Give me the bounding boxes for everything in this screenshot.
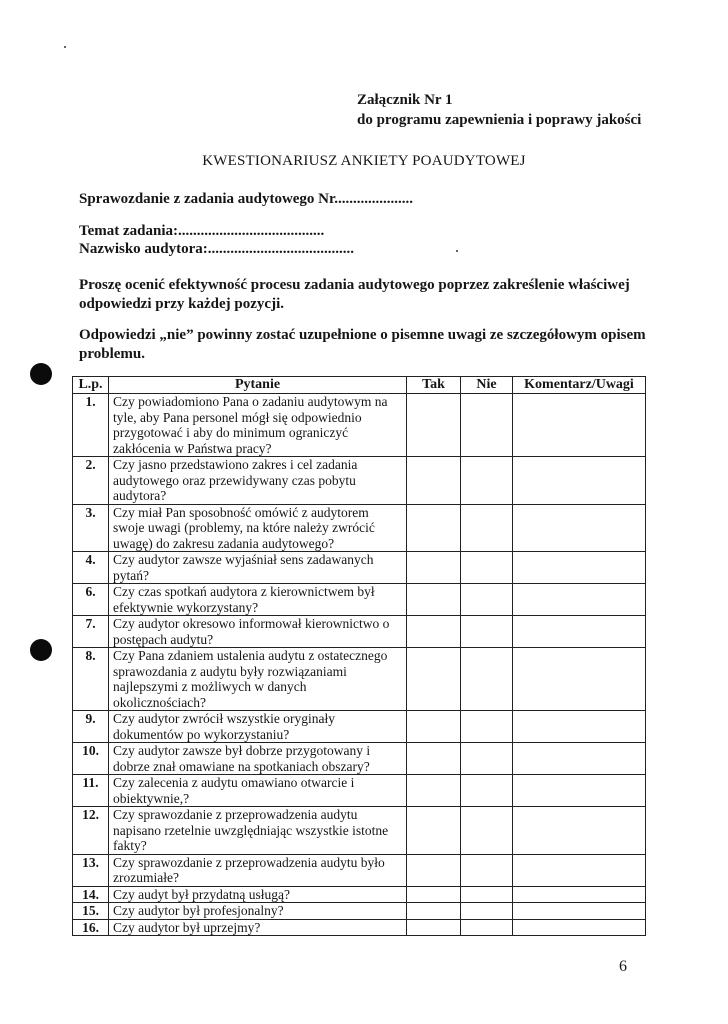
comment-cell[interactable]	[513, 394, 646, 457]
annex-header	[357, 90, 641, 130]
row-number: 3.	[73, 504, 109, 552]
yes-answer-cell[interactable]	[407, 854, 461, 886]
table-row	[73, 552, 646, 584]
header-lp: L.p.	[73, 377, 109, 394]
question-text: Czy audytor zawsze wyjaśniał sens zadawanych pytań?	[109, 552, 407, 584]
no-answer-cell[interactable]	[461, 584, 513, 616]
question-text: Czy audytor okresowo informował kierownictwo o postępach audytu?	[109, 616, 407, 648]
yes-answer-cell[interactable]	[407, 504, 461, 552]
comment-cell[interactable]	[513, 616, 646, 648]
row-number: 14.	[73, 886, 109, 903]
annex-number: Załącznik Nr 1	[357, 92, 453, 108]
comment-cell[interactable]	[513, 584, 646, 616]
report-number-field: Sprawozdanie z zadania audytowego Nr.....................	[79, 191, 414, 207]
header-yes: Tak	[407, 377, 461, 394]
row-number: 10.	[73, 743, 109, 775]
comment-cell[interactable]	[513, 854, 646, 886]
row-number: 7.	[73, 616, 109, 648]
comment-cell[interactable]	[513, 648, 646, 711]
question-text: Czy jasno przedstawiono zakres i cel zadania audytowego oraz przewidywany czas pobytu audytora?	[109, 457, 407, 505]
table-row	[73, 616, 646, 648]
comment-cell[interactable]	[513, 903, 646, 920]
no-answer-cell[interactable]	[461, 903, 513, 920]
page-number: 6	[619, 958, 627, 975]
yes-answer-cell[interactable]	[407, 711, 461, 743]
no-answer-cell[interactable]	[461, 394, 513, 457]
yes-answer-cell[interactable]	[407, 584, 461, 616]
table-row	[73, 886, 646, 903]
table-row	[73, 775, 646, 807]
table-row	[73, 394, 646, 457]
no-answer-cell[interactable]	[461, 616, 513, 648]
no-answer-cell[interactable]	[461, 743, 513, 775]
table-row	[73, 504, 646, 552]
no-answer-cell[interactable]	[461, 457, 513, 505]
punch-hole-mark	[30, 639, 52, 661]
comment-cell[interactable]	[513, 457, 646, 505]
yes-answer-cell[interactable]	[407, 886, 461, 903]
table-row	[73, 854, 646, 886]
table-row	[73, 648, 646, 711]
header-no: Nie	[461, 377, 513, 394]
annex-subtitle: do programu zapewnienia i poprawy jakości	[357, 112, 642, 128]
punch-hole-mark	[30, 363, 52, 385]
no-answer-cell[interactable]	[461, 711, 513, 743]
no-answer-cell[interactable]	[461, 504, 513, 552]
comment-cell[interactable]	[513, 807, 646, 855]
no-answer-cell[interactable]	[461, 919, 513, 936]
comment-cell[interactable]	[513, 711, 646, 743]
header-question: Pytanie	[109, 377, 407, 394]
comment-cell[interactable]	[513, 743, 646, 775]
table-row	[73, 919, 646, 936]
yes-answer-cell[interactable]	[407, 807, 461, 855]
question-text: Czy miał Pan sposobność omówić z audytorem swoje uwagi (problemy, na które należy zwrócić uwagę) do zakresu zadania audytowego?	[109, 504, 407, 552]
row-number: 13.	[73, 854, 109, 886]
question-text: Czy zalecenia z audytu omawiano otwarcie i obiektywnie,?	[109, 775, 407, 807]
row-number: 4.	[73, 552, 109, 584]
auditor-name-field: Nazwisko audytora:.......................................	[79, 241, 355, 257]
yes-answer-cell[interactable]	[407, 903, 461, 920]
row-number: 16.	[73, 919, 109, 936]
yes-answer-cell[interactable]	[407, 919, 461, 936]
table-row	[73, 457, 646, 505]
questionnaire-body	[73, 394, 646, 936]
instruction-paragraph-2: Odpowiedzi „nie” powinny zostać uzupełnione o pisemne uwagi ze szczegółowym opisem problemu.	[79, 327, 646, 362]
question-text: Czy audyt był przydatną usługą?	[109, 886, 407, 903]
question-text: Czy Pana zdaniem ustalenia audytu z ostatecznego sprawozdania z audytu były rozwiązaniami najlepszymi z możliwych w danych okolicznościach?	[109, 648, 407, 711]
comment-cell[interactable]	[513, 552, 646, 584]
row-number: 2.	[73, 457, 109, 505]
yes-answer-cell[interactable]	[407, 552, 461, 584]
question-text: Czy sprawozdanie z przeprowadzenia audytu było zrozumiałe?	[109, 854, 407, 886]
question-text: Czy sprawozdanie z przeprowadzenia audytu napisano rzetelnie uwzględniając wszystkie istotne fakty?	[109, 807, 407, 855]
yes-answer-cell[interactable]	[407, 743, 461, 775]
no-answer-cell[interactable]	[461, 775, 513, 807]
table-row	[73, 584, 646, 616]
row-number: 12.	[73, 807, 109, 855]
yes-answer-cell[interactable]	[407, 457, 461, 505]
comment-cell[interactable]	[513, 775, 646, 807]
no-answer-cell[interactable]	[461, 854, 513, 886]
table-row	[73, 807, 646, 855]
comment-cell[interactable]	[513, 504, 646, 552]
no-answer-cell[interactable]	[461, 648, 513, 711]
row-number: 11.	[73, 775, 109, 807]
yes-answer-cell[interactable]	[407, 394, 461, 457]
row-number: 1.	[73, 394, 109, 457]
row-number: 8.	[73, 648, 109, 711]
row-number: 9.	[73, 711, 109, 743]
question-text: Czy audytor zwrócił wszystkie oryginały dokumentów po wykorzystaniu?	[109, 711, 407, 743]
instruction-paragraph-1: Proszę ocenić efektywność procesu zadania audytowego poprzez zakreślenie właściwej odpowiedzi przy każdej pozycji.	[79, 277, 630, 312]
no-answer-cell[interactable]	[461, 886, 513, 903]
row-number: 15.	[73, 903, 109, 920]
comment-cell[interactable]	[513, 886, 646, 903]
document-title: KWESTIONARIUSZ ANKIETY POAUDYTOWEJ	[202, 153, 526, 169]
question-text: Czy czas spotkań audytora z kierownictwem był efektywnie wykorzystany?	[109, 584, 407, 616]
table-header-row	[73, 377, 646, 394]
topic-field: Temat zadania:.......................................	[79, 223, 325, 239]
table-row	[73, 903, 646, 920]
no-answer-cell[interactable]	[461, 552, 513, 584]
yes-answer-cell[interactable]	[407, 775, 461, 807]
yes-answer-cell[interactable]	[407, 648, 461, 711]
yes-answer-cell[interactable]	[407, 616, 461, 648]
no-answer-cell[interactable]	[461, 807, 513, 855]
question-text: Czy audytor był profesjonalny?	[109, 903, 407, 920]
scan-speck	[64, 46, 66, 48]
row-number: 6.	[73, 584, 109, 616]
table-row	[73, 743, 646, 775]
table-row	[73, 711, 646, 743]
header-comments: Komentarz/Uwagi	[513, 377, 646, 394]
question-text: Czy audytor zawsze był dobrze przygotowany i dobrze znał omawiane na spotkaniach obszary?	[109, 743, 407, 775]
question-text: Czy powiadomiono Pana o zadaniu audytowym na tyle, aby Pana personel mógł się odpowiednio przygotować i aby do minimum ograniczyć zakłócenia w Państwa pracy?	[109, 394, 407, 457]
questionnaire-table	[72, 376, 646, 936]
question-text: Czy audytor był uprzejmy?	[109, 919, 407, 936]
comment-cell[interactable]	[513, 919, 646, 936]
scan-speck	[456, 250, 458, 252]
